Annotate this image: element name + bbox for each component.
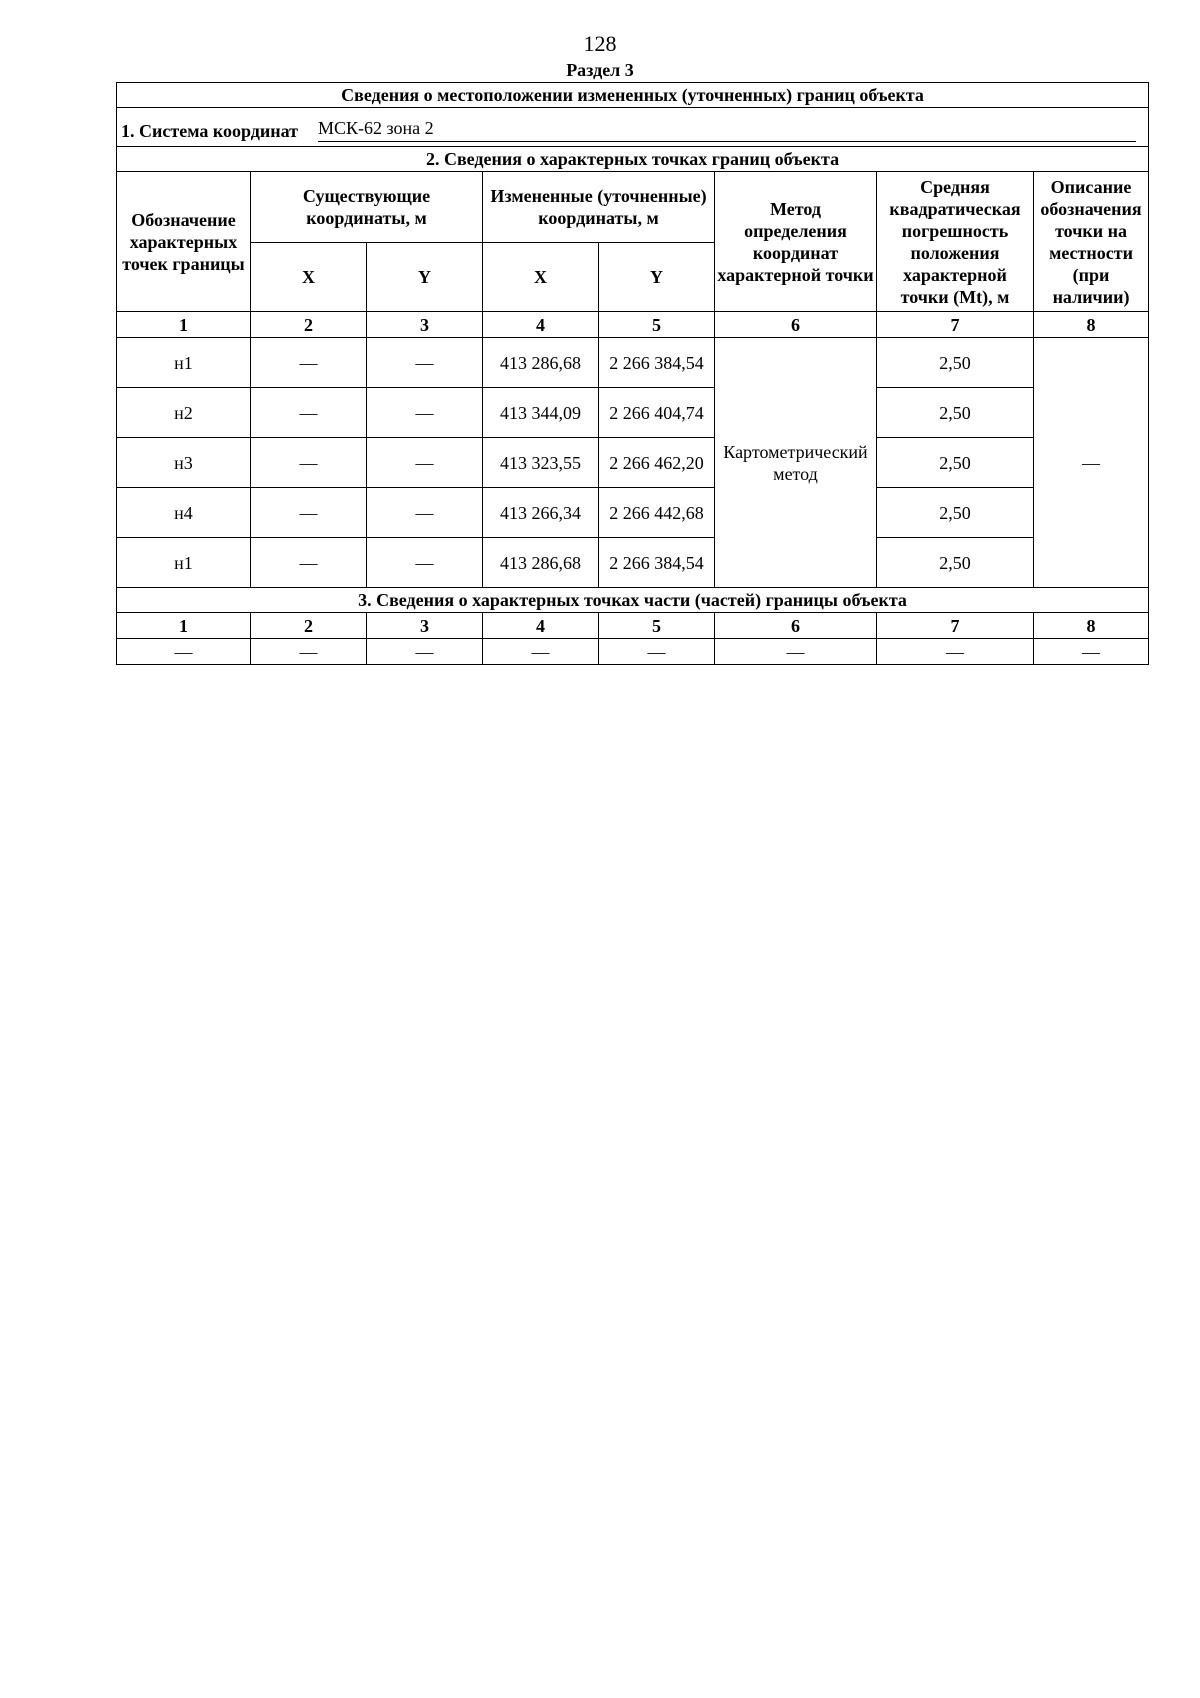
description-cell: — xyxy=(1034,338,1149,588)
column-number: 4 xyxy=(483,613,599,639)
method-cell: Картометрический метод xyxy=(715,338,877,588)
existing-y: — xyxy=(367,388,483,438)
column-number: 4 xyxy=(483,312,599,338)
column-number: 7 xyxy=(877,613,1034,639)
empty-cell: — xyxy=(599,639,715,665)
header-existing-x: X xyxy=(251,243,367,312)
existing-x: — xyxy=(251,388,367,438)
column-number: 5 xyxy=(599,613,715,639)
column-number: 8 xyxy=(1034,613,1149,639)
header-mean-error: Средняя квадратическая погрешность положения характерной точки (Mt), м xyxy=(877,172,1034,312)
column-number: 5 xyxy=(599,312,715,338)
header-existing-coordinates: Существующие координаты, м xyxy=(251,172,483,243)
existing-x: — xyxy=(251,538,367,588)
table-row xyxy=(117,639,1149,665)
table-row xyxy=(117,338,1149,388)
empty-cell: — xyxy=(483,639,599,665)
column-number: 7 xyxy=(877,312,1034,338)
coordinate-system-row xyxy=(117,108,1149,147)
header-changed-x: X xyxy=(483,243,599,312)
header-method: Метод определения координат характерной точки xyxy=(715,172,877,312)
existing-x: — xyxy=(251,488,367,538)
table-row xyxy=(117,488,1149,538)
changed-x: 413 286,68 xyxy=(483,538,599,588)
point-name: н2 xyxy=(117,388,251,438)
subsection-2-title: 2. Сведения о характерных точках границ объекта xyxy=(117,147,1149,172)
point-name: н1 xyxy=(117,338,251,388)
column-number: 2 xyxy=(251,312,367,338)
point-name: н1 xyxy=(117,538,251,588)
subsection-3-title: 3. Сведения о характерных точках части (частей) границы объекта xyxy=(117,588,1149,613)
column-number: 3 xyxy=(367,312,483,338)
boundary-table xyxy=(116,82,1149,665)
point-name: н4 xyxy=(117,488,251,538)
header-description: Описание обозначения точки на местности (при наличии) xyxy=(1034,172,1149,312)
empty-cell: — xyxy=(367,639,483,665)
table-title: Сведения о местоположении измененных (уточненных) границ объекта xyxy=(117,83,1149,108)
point-name: н3 xyxy=(117,438,251,488)
column-number: 8 xyxy=(1034,312,1149,338)
coordinate-system-value: МСК-62 зона 2 xyxy=(318,117,1136,142)
existing-y: — xyxy=(367,538,483,588)
column-number: 1 xyxy=(117,613,251,639)
column-number-row xyxy=(117,613,1149,639)
header-point-designation: Обозначение характерных точек границы xyxy=(117,172,251,312)
mean-error: 2,50 xyxy=(877,538,1034,588)
table-row xyxy=(117,388,1149,438)
mean-error: 2,50 xyxy=(877,338,1034,388)
changed-x: 413 344,09 xyxy=(483,388,599,438)
existing-x: — xyxy=(251,338,367,388)
changed-y: 2 266 384,54 xyxy=(599,538,715,588)
page-number: 128 xyxy=(583,31,617,56)
changed-y: 2 266 462,20 xyxy=(599,438,715,488)
existing-y: — xyxy=(367,438,483,488)
column-number: 3 xyxy=(367,613,483,639)
empty-cell: — xyxy=(251,639,367,665)
existing-x: — xyxy=(251,438,367,488)
empty-cell: — xyxy=(877,639,1034,665)
changed-x: 413 286,68 xyxy=(483,338,599,388)
mean-error: 2,50 xyxy=(877,388,1034,438)
mean-error: 2,50 xyxy=(877,488,1034,538)
changed-x: 413 323,55 xyxy=(483,438,599,488)
header-changed-coordinates: Измененные (уточненные) координаты, м xyxy=(483,172,715,243)
empty-cell: — xyxy=(1034,639,1149,665)
table-row xyxy=(117,438,1149,488)
mean-error: 2,50 xyxy=(877,438,1034,488)
column-number: 1 xyxy=(117,312,251,338)
section-title: Раздел 3 xyxy=(566,60,634,80)
changed-y: 2 266 442,68 xyxy=(599,488,715,538)
changed-y: 2 266 404,74 xyxy=(599,388,715,438)
existing-y: — xyxy=(367,488,483,538)
header-changed-y: Y xyxy=(599,243,715,312)
column-number: 6 xyxy=(715,613,877,639)
coordinate-system-label: 1. Система координат xyxy=(121,121,298,141)
empty-cell: — xyxy=(117,639,251,665)
column-number: 2 xyxy=(251,613,367,639)
changed-y: 2 266 384,54 xyxy=(599,338,715,388)
empty-cell: — xyxy=(715,639,877,665)
table-row xyxy=(117,538,1149,588)
changed-x: 413 266,34 xyxy=(483,488,599,538)
column-number-row xyxy=(117,312,1149,338)
header-existing-y: Y xyxy=(367,243,483,312)
column-number: 6 xyxy=(715,312,877,338)
existing-y: — xyxy=(367,338,483,388)
